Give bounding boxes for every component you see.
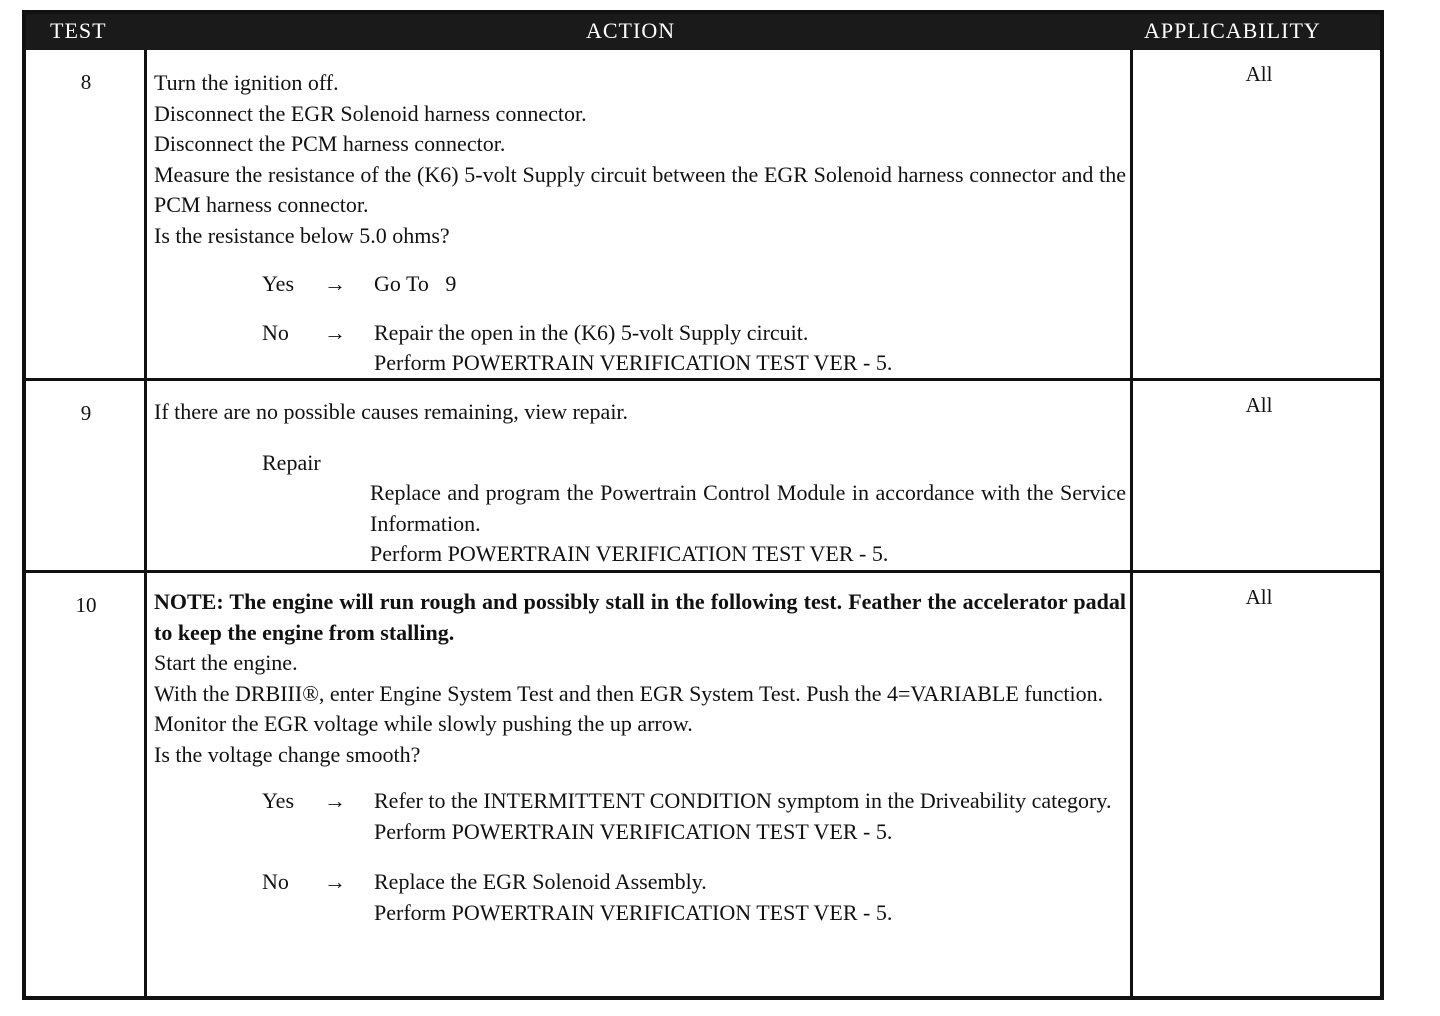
no-perform: Perform POWERTRAIN VERIFICATION TEST VER - 5.	[374, 899, 893, 925]
applicability-value: All	[1245, 62, 1273, 86]
action-line: Monitor the EGR voltage while slowly pushing the up arrow.	[154, 711, 693, 736]
action-text	[154, 397, 1126, 570]
yes-text: Refer to the INTERMITTENT CONDITION symptom in the Driveability category.	[374, 788, 1112, 813]
repair-text: Replace and program the Powertrain Control Module in accordance with the Service Information.	[370, 480, 1126, 536]
column-divider	[144, 50, 147, 996]
test-number: 10	[75, 593, 97, 617]
repair-perform: Perform POWERTRAIN VERIFICATION TEST VER - 5.	[370, 541, 889, 566]
action-line: Disconnect the EGR Solenoid harness connector.	[154, 100, 587, 126]
header-applicability: APPLICABILITY	[1144, 18, 1321, 43]
header-action: ACTION	[586, 18, 676, 43]
applicability-value: All	[1245, 585, 1273, 609]
test-number: 8	[80, 70, 92, 94]
action-line: Is the voltage change smooth?	[154, 741, 421, 767]
yes-response	[262, 269, 1126, 300]
table-header	[26, 14, 1380, 50]
diagnostic-table	[22, 10, 1384, 1000]
yes-label: Yes	[262, 788, 295, 813]
action-line: With the DRBIII®, enter Engine System Test and then EGR System Test. Push the 4=VARIABLE function.	[154, 680, 1104, 706]
action-text	[154, 68, 1126, 379]
arrow-icon: →	[324, 869, 346, 894]
arrow-icon: →	[324, 788, 346, 813]
action-line: Turn the ignition off.	[154, 70, 339, 95]
repair-label: Repair	[262, 449, 321, 475]
no-response	[262, 318, 1126, 379]
column-divider	[1130, 50, 1133, 996]
applicability-value: All	[1245, 393, 1273, 417]
row-divider	[26, 570, 1380, 573]
action-line: If there are no possible causes remaining, view repair.	[154, 399, 629, 424]
no-perform: Perform POWERTRAIN VERIFICATION TEST VER - 5.	[374, 350, 893, 375]
no-label: No	[262, 319, 289, 345]
yes-label: Yes	[262, 271, 295, 296]
action-line: Is the resistance below 5.0 ohms?	[154, 222, 450, 248]
action-line: Disconnect the PCM harness connector.	[154, 131, 506, 156]
action-line: Measure the resistance of the (K6) 5-volt Supply circuit between the EGR Solenoid harness connector and the PCM harness connector.	[154, 161, 1126, 217]
action-line: Start the engine.	[154, 650, 298, 675]
arrow-icon: →	[324, 319, 346, 345]
no-text: Repair the open in the (K6) 5-volt Supply circuit.	[374, 319, 809, 345]
no-text: Replace the EGR Solenoid Assembly.	[374, 869, 707, 894]
header-test: TEST	[50, 18, 107, 43]
yes-response	[262, 786, 1126, 847]
test-number: 9	[80, 401, 92, 425]
arrow-icon: →	[324, 271, 346, 296]
note-text: NOTE: The engine will run rough and possibly stall in the following test. Feather the accelerator padal to keep the engine from stalling.	[154, 589, 1126, 645]
no-label: No	[262, 869, 289, 894]
action-text	[154, 587, 1126, 928]
yes-perform: Perform POWERTRAIN VERIFICATION TEST VER - 5.	[374, 818, 893, 844]
no-response	[262, 867, 1126, 928]
yes-text: Go To 9	[374, 271, 457, 296]
